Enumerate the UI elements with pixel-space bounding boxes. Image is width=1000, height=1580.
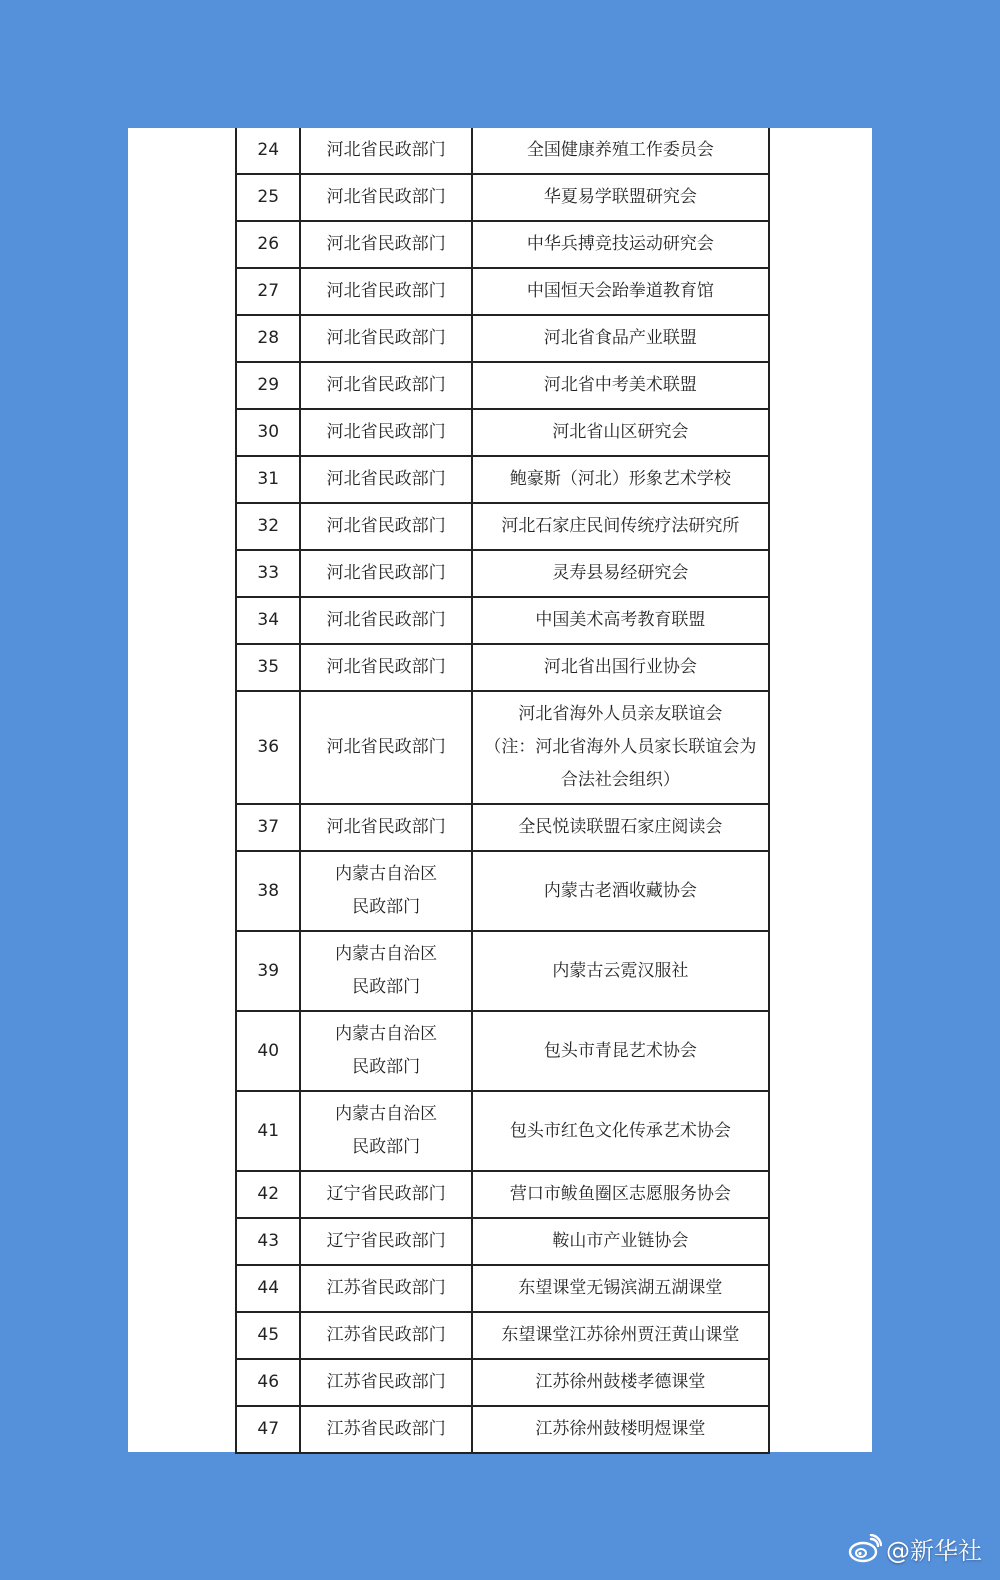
department-cell: 河北省民政部门 xyxy=(300,804,471,851)
organization-cell: 河北省出国行业协会 xyxy=(472,644,769,691)
table-row xyxy=(236,221,769,268)
row-number-cell: 31 xyxy=(236,456,300,503)
table-row xyxy=(236,1011,769,1091)
row-number-cell: 39 xyxy=(236,931,300,1011)
table-row xyxy=(236,268,769,315)
table-row xyxy=(236,128,769,174)
table-row xyxy=(236,1218,769,1265)
row-number-cell: 36 xyxy=(236,691,300,804)
organization-cell: 河北石家庄民间传统疗法研究所 xyxy=(472,503,769,550)
weibo-icon xyxy=(848,1534,882,1564)
department-cell: 内蒙古自治区 民政部门 xyxy=(300,851,471,931)
department-cell: 河北省民政部门 xyxy=(300,409,471,456)
organization-cell: 营口市鲅鱼圈区志愿服务协会 xyxy=(472,1171,769,1218)
department-cell: 河北省民政部门 xyxy=(300,268,471,315)
table-row xyxy=(236,550,769,597)
department-cell: 河北省民政部门 xyxy=(300,456,471,503)
row-number-cell: 47 xyxy=(236,1406,300,1453)
organization-cell: 华夏易学联盟研究会 xyxy=(472,174,769,221)
row-number-cell: 24 xyxy=(236,128,300,174)
row-number-cell: 35 xyxy=(236,644,300,691)
organization-cell: 河北省山区研究会 xyxy=(472,409,769,456)
department-cell: 辽宁省民政部门 xyxy=(300,1171,471,1218)
row-number-cell: 38 xyxy=(236,851,300,931)
row-number-cell: 34 xyxy=(236,597,300,644)
table-row xyxy=(236,851,769,931)
row-number-cell: 37 xyxy=(236,804,300,851)
row-number-cell: 25 xyxy=(236,174,300,221)
row-number-cell: 44 xyxy=(236,1265,300,1312)
row-number-cell: 26 xyxy=(236,221,300,268)
department-cell: 江苏省民政部门 xyxy=(300,1406,471,1453)
department-cell: 河北省民政部门 xyxy=(300,550,471,597)
row-number-cell: 29 xyxy=(236,362,300,409)
organization-cell: 中国恒天会跆拳道教育馆 xyxy=(472,268,769,315)
table-row xyxy=(236,644,769,691)
table-row xyxy=(236,691,769,804)
row-number-cell: 42 xyxy=(236,1171,300,1218)
department-cell: 河北省民政部门 xyxy=(300,503,471,550)
department-cell: 河北省民政部门 xyxy=(300,644,471,691)
row-number-cell: 32 xyxy=(236,503,300,550)
row-number-cell: 43 xyxy=(236,1218,300,1265)
organization-cell: 中国美术高考教育联盟 xyxy=(472,597,769,644)
watermark xyxy=(848,1531,982,1566)
department-cell: 河北省民政部门 xyxy=(300,597,471,644)
department-cell: 河北省民政部门 xyxy=(300,315,471,362)
department-cell: 河北省民政部门 xyxy=(300,691,471,804)
table-row xyxy=(236,1091,769,1171)
document-page xyxy=(128,128,872,1452)
organization-cell: 鞍山市产业链协会 xyxy=(472,1218,769,1265)
table-row xyxy=(236,1359,769,1406)
organization-cell: 河北省中考美术联盟 xyxy=(472,362,769,409)
organization-cell: 东望课堂无锡滨湖五湖课堂 xyxy=(472,1265,769,1312)
organization-cell: 江苏徐州鼓楼孝德课堂 xyxy=(472,1359,769,1406)
department-cell: 河北省民政部门 xyxy=(300,174,471,221)
table-body xyxy=(236,128,769,1453)
organization-cell: 全国健康养殖工作委员会 xyxy=(472,128,769,174)
illegal-org-table xyxy=(235,128,770,1454)
organization-cell: 灵寿县易经研究会 xyxy=(472,550,769,597)
organization-cell: 全民悦读联盟石家庄阅读会 xyxy=(472,804,769,851)
table-row xyxy=(236,597,769,644)
organization-cell: 包头市青昆艺术协会 xyxy=(472,1011,769,1091)
row-number-cell: 30 xyxy=(236,409,300,456)
department-cell: 内蒙古自治区 民政部门 xyxy=(300,931,471,1011)
table-row xyxy=(236,362,769,409)
table-row xyxy=(236,1406,769,1453)
table-row xyxy=(236,1312,769,1359)
organization-cell: 河北省食品产业联盟 xyxy=(472,315,769,362)
department-cell: 江苏省民政部门 xyxy=(300,1359,471,1406)
department-cell: 江苏省民政部门 xyxy=(300,1265,471,1312)
organization-cell: 内蒙古云霓汉服社 xyxy=(472,931,769,1011)
table-row xyxy=(236,409,769,456)
table-row xyxy=(236,1265,769,1312)
organization-cell: 包头市红色文化传承艺术协会 xyxy=(472,1091,769,1171)
department-cell: 辽宁省民政部门 xyxy=(300,1218,471,1265)
department-cell: 河北省民政部门 xyxy=(300,362,471,409)
table-row xyxy=(236,503,769,550)
organization-cell: 河北省海外人员亲友联谊会 （注：河北省海外人员家长联谊会为 合法社会组织） xyxy=(472,691,769,804)
watermark-text: @新华社 xyxy=(886,1537,982,1565)
row-number-cell: 41 xyxy=(236,1091,300,1171)
table-row xyxy=(236,1171,769,1218)
department-cell: 河北省民政部门 xyxy=(300,128,471,174)
row-number-cell: 33 xyxy=(236,550,300,597)
table-row xyxy=(236,174,769,221)
row-number-cell: 46 xyxy=(236,1359,300,1406)
table-row xyxy=(236,931,769,1011)
row-number-cell: 45 xyxy=(236,1312,300,1359)
department-cell: 河北省民政部门 xyxy=(300,221,471,268)
organization-cell: 江苏徐州鼓楼明煜课堂 xyxy=(472,1406,769,1453)
table-row xyxy=(236,315,769,362)
organization-cell: 内蒙古老酒收藏协会 xyxy=(472,851,769,931)
row-number-cell: 27 xyxy=(236,268,300,315)
organization-cell: 中华兵搏竞技运动研究会 xyxy=(472,221,769,268)
table-row xyxy=(236,456,769,503)
department-cell: 内蒙古自治区 民政部门 xyxy=(300,1011,471,1091)
row-number-cell: 40 xyxy=(236,1011,300,1091)
department-cell: 内蒙古自治区 民政部门 xyxy=(300,1091,471,1171)
row-number-cell: 28 xyxy=(236,315,300,362)
department-cell: 江苏省民政部门 xyxy=(300,1312,471,1359)
organization-cell: 鲍豪斯（河北）形象艺术学校 xyxy=(472,456,769,503)
table-row xyxy=(236,804,769,851)
organization-cell: 东望课堂江苏徐州贾汪黄山课堂 xyxy=(472,1312,769,1359)
